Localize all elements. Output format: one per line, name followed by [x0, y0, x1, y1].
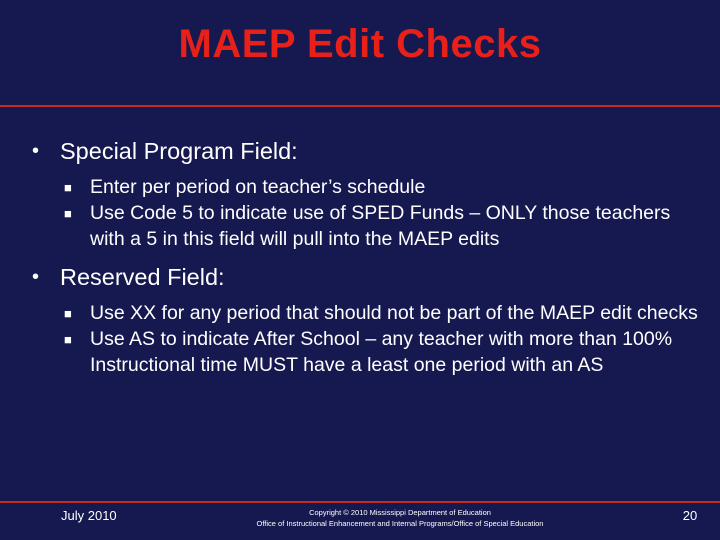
footer-divider [0, 501, 720, 503]
bullet-special-program-field [30, 136, 700, 166]
copyright-line-2: Office of Instructional Enhancement and Internal Programs/Office of Special Education [256, 519, 544, 528]
page-number: 20 [682, 508, 698, 523]
sub-bullet-text: Use AS to indicate After School – any teacher with more than 100% Instructional time MUST have a least one period with an AS [90, 328, 673, 376]
sub-bullet-text: Use XX for any period that should not be part of the MAEP edit checks [90, 302, 698, 324]
square-bullet-icon: ■ [64, 332, 72, 347]
square-bullet-icon: ■ [64, 180, 72, 195]
sub-bullet [30, 174, 700, 200]
bullet-heading: Special Program Field: [60, 138, 298, 164]
bullet-reserved-field [30, 262, 700, 292]
bullet-heading: Reserved Field: [60, 264, 225, 290]
round-bullet-icon: • [32, 140, 40, 162]
slide-body [30, 136, 700, 378]
sub-bullet-text: Use Code 5 to indicate use of SPED Funds – ONLY those teachers with a 5 in this field will pull into the MAEP edits [90, 202, 671, 250]
square-bullet-icon: ■ [64, 206, 72, 221]
square-bullet-icon: ■ [64, 306, 72, 321]
sub-bullet [30, 326, 700, 378]
sub-bullet [30, 200, 700, 252]
footer-copyright [200, 507, 600, 529]
sub-bullet-text: Enter per period on teacher’s schedule [90, 176, 426, 198]
slide-title: MAEP Edit Checks [178, 22, 542, 66]
footer-date: July 2010 [61, 508, 117, 523]
sub-bullet [30, 300, 700, 326]
title-divider [0, 105, 720, 107]
copyright-line-1: Copyright © 2010 Mississippi Department of Education [309, 508, 491, 517]
round-bullet-icon: • [32, 266, 40, 288]
